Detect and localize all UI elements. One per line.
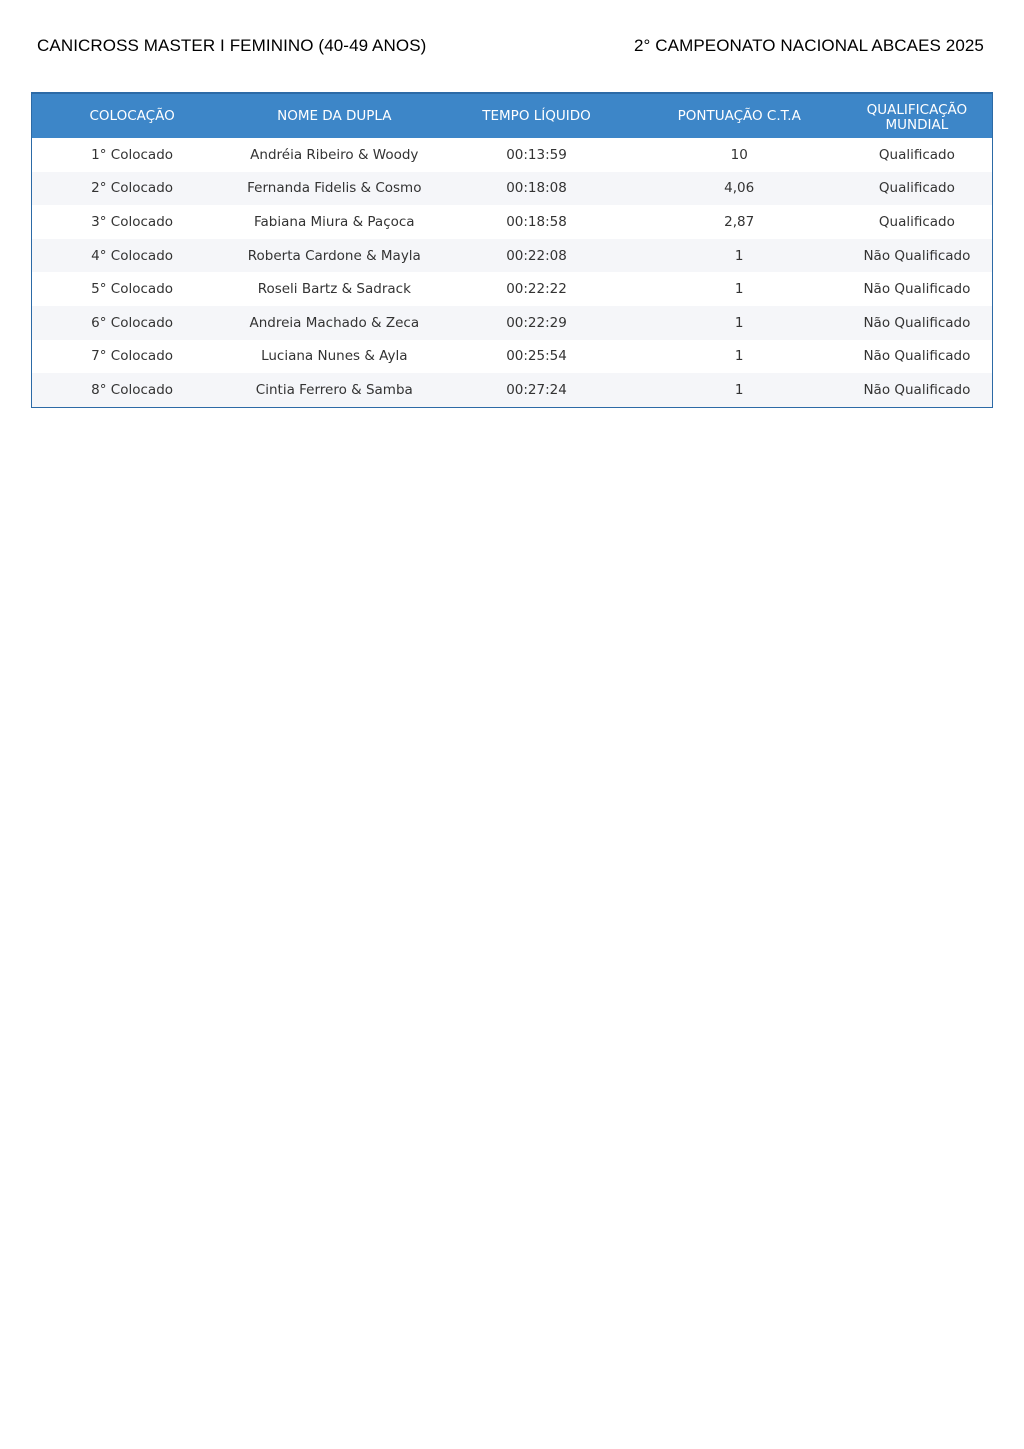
cell-net-time: 00:22:29 bbox=[436, 306, 636, 340]
cell-team-name: Andréia Ribeiro & Woody bbox=[232, 138, 436, 172]
cell-team-name: Roberta Cardone & Mayla bbox=[232, 239, 436, 273]
cell-cta-score: 1 bbox=[637, 239, 842, 273]
cell-qualification: Não Qualificado bbox=[842, 272, 992, 306]
column-header-net-time: TEMPO LÍQUIDO bbox=[436, 94, 636, 139]
table-row bbox=[32, 306, 992, 340]
cell-placement: 5° Colocado bbox=[32, 272, 232, 306]
table-row bbox=[32, 205, 992, 239]
cell-qualification: Qualificado bbox=[842, 205, 992, 239]
cell-cta-score: 2,87 bbox=[637, 205, 842, 239]
results-table bbox=[32, 93, 992, 407]
table-row bbox=[32, 172, 992, 206]
cell-qualification: Qualificado bbox=[842, 138, 992, 172]
cell-placement: 4° Colocado bbox=[32, 239, 232, 273]
cell-team-name: Andreia Machado & Zeca bbox=[232, 306, 436, 340]
cell-net-time: 00:22:22 bbox=[436, 272, 636, 306]
page-header bbox=[37, 36, 984, 60]
cell-qualification: Não Qualificado bbox=[842, 306, 992, 340]
table-row bbox=[32, 340, 992, 374]
table-row bbox=[32, 272, 992, 306]
cell-net-time: 00:27:24 bbox=[436, 373, 636, 407]
column-header-cta-score: PONTUAÇÃO C.T.A bbox=[637, 94, 842, 139]
cell-net-time: 00:18:58 bbox=[436, 205, 636, 239]
column-header-placement: COLOCAÇÃO bbox=[32, 94, 232, 139]
cell-placement: 1° Colocado bbox=[32, 138, 232, 172]
championship-title: 2° CAMPEONATO NACIONAL ABCAES 2025 bbox=[633, 36, 984, 55]
table-row bbox=[32, 373, 992, 407]
cell-placement: 8° Colocado bbox=[32, 373, 232, 407]
cell-net-time: 00:13:59 bbox=[436, 138, 636, 172]
cell-net-time: 00:18:08 bbox=[436, 172, 636, 206]
cell-placement: 3° Colocado bbox=[32, 205, 232, 239]
category-title: CANICROSS MASTER I FEMININO (40-49 ANOS) bbox=[37, 36, 427, 55]
cell-cta-score: 1 bbox=[637, 373, 842, 407]
cell-team-name: Cintia Ferrero & Samba bbox=[232, 373, 436, 407]
cell-qualification: Qualificado bbox=[842, 172, 992, 206]
cell-cta-score: 4,06 bbox=[637, 172, 842, 206]
results-table-container bbox=[31, 92, 993, 408]
column-header-world-qualification: QUALIFICAÇÃO MUNDIAL bbox=[842, 94, 992, 139]
cell-placement: 7° Colocado bbox=[32, 340, 232, 374]
cell-cta-score: 1 bbox=[637, 340, 842, 374]
cell-team-name: Fabiana Miura & Paçoca bbox=[232, 205, 436, 239]
cell-team-name: Roseli Bartz & Sadrack bbox=[232, 272, 436, 306]
cell-team-name: Fernanda Fidelis & Cosmo bbox=[232, 172, 436, 206]
cell-net-time: 00:25:54 bbox=[436, 340, 636, 374]
cell-placement: 2° Colocado bbox=[32, 172, 232, 206]
cell-cta-score: 1 bbox=[637, 272, 842, 306]
table-row bbox=[32, 138, 992, 172]
table-row bbox=[32, 239, 992, 273]
table-header-row bbox=[32, 94, 992, 139]
cell-qualification: Não Qualificado bbox=[842, 239, 992, 273]
cell-net-time: 00:22:08 bbox=[436, 239, 636, 273]
cell-placement: 6° Colocado bbox=[32, 306, 232, 340]
cell-qualification: Não Qualificado bbox=[842, 340, 992, 374]
cell-cta-score: 1 bbox=[637, 306, 842, 340]
cell-team-name: Luciana Nunes & Ayla bbox=[232, 340, 436, 374]
cell-cta-score: 10 bbox=[637, 138, 842, 172]
column-header-team-name: NOME DA DUPLA bbox=[232, 94, 436, 139]
cell-qualification: Não Qualificado bbox=[842, 373, 992, 407]
